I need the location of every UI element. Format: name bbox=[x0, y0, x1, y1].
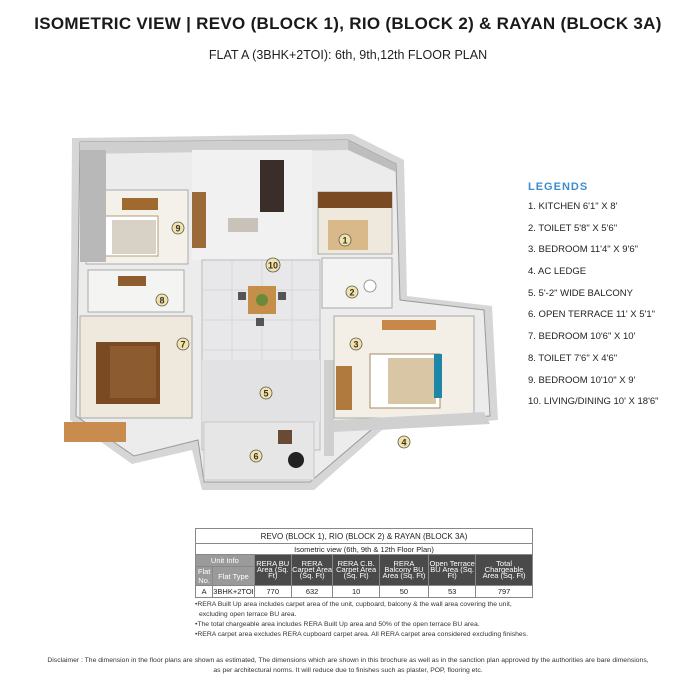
legends-heading: LEGENDS bbox=[528, 181, 589, 193]
vanity-8 bbox=[118, 276, 146, 286]
note-line: •The total chargeable area includes RERA Built Up area and 50% of the open terrace BU area. bbox=[195, 621, 480, 628]
cell-value: 50 bbox=[379, 586, 428, 598]
wardrobe-9 bbox=[122, 198, 158, 210]
cell-value: 632 bbox=[291, 586, 333, 598]
legend-item: 5. 5'-2" WIDE BALCONY bbox=[528, 287, 633, 299]
table-row bbox=[196, 586, 533, 598]
svg-text:7: 7 bbox=[180, 339, 186, 350]
disclaimer-line: as per architectural norms. It will reduce due to finishes such as plaster, POP, flooring etc. bbox=[213, 667, 483, 674]
flat-no-header: Flat No. bbox=[196, 567, 213, 586]
col-header: RERA Balcony BU Area (Sq. Ft) bbox=[379, 555, 428, 586]
legend-item: 4. AC LEDGE bbox=[528, 266, 587, 278]
bed-7-cover bbox=[110, 346, 156, 398]
bed-9-cover bbox=[112, 220, 156, 254]
col-header: RERA Carpet Area (Sq. Ft) bbox=[291, 555, 333, 586]
legends-list bbox=[528, 201, 693, 418]
page-title: ISOMETRIC VIEW | REVO (BLOCK 1), RIO (BLOCK 2) & RAYAN (BLOCK 3A) bbox=[34, 14, 662, 33]
main-door bbox=[260, 160, 284, 212]
kitchen-counter bbox=[318, 192, 392, 208]
cell-value: 770 bbox=[254, 586, 291, 598]
shoe-rack bbox=[192, 192, 206, 248]
chair-3 bbox=[256, 318, 264, 326]
disclaimer-line: Disclaimer : The dimension in the floor plans are shown as estimated, The dimensions which are shown in this brochure as well as in the sanction plan approved by the authorities are bare dimensions, bbox=[47, 657, 649, 664]
svg-text:2: 2 bbox=[349, 287, 355, 298]
svg-text:8: 8 bbox=[159, 295, 165, 306]
unit-info-header: Unit Info bbox=[196, 555, 255, 567]
col-header: RERA BU Area (Sq. Ft) bbox=[254, 555, 291, 586]
cell-value: 53 bbox=[429, 586, 476, 598]
legend-item: 6. OPEN TERRACE 11' X 5'1" bbox=[528, 309, 656, 321]
legend-item: 3. BEDROOM 11'4" X 9'6" bbox=[528, 244, 638, 256]
wardrobe-7 bbox=[64, 422, 126, 442]
entrance-foyer bbox=[192, 150, 312, 260]
marker-10 bbox=[266, 258, 280, 272]
page-subtitle: FLAT A (3BHK+2TOI): 6th, 9th,12th FLOOR PLAN bbox=[208, 48, 488, 62]
legends-panel bbox=[528, 181, 693, 418]
note-line: excluding open terrace BU area. bbox=[199, 611, 297, 618]
svg-text:6: 6 bbox=[253, 451, 259, 462]
marker-3 bbox=[350, 338, 362, 350]
terrace-chair bbox=[278, 430, 292, 444]
chair-1 bbox=[238, 292, 246, 300]
legend-item: 9. BEDROOM 10'10" X 9' bbox=[528, 374, 636, 386]
marker-2 bbox=[346, 286, 358, 298]
left-wall-upper bbox=[80, 150, 106, 262]
chair-2 bbox=[278, 292, 286, 300]
marker-1 bbox=[339, 234, 351, 246]
flat-type-header: Flat Type bbox=[213, 567, 255, 586]
area-table-wrapper bbox=[195, 528, 533, 598]
svg-text:9: 9 bbox=[175, 223, 181, 234]
legend-item: 10. LIVING/DINING 10' X 18'6" bbox=[528, 396, 659, 408]
marker-5 bbox=[260, 387, 272, 399]
terrace-table bbox=[288, 452, 304, 468]
room-toilet-2 bbox=[322, 258, 392, 308]
cell-flat-type: 3BHK+2TOI bbox=[213, 587, 254, 596]
isometric-floor-plan bbox=[52, 120, 512, 510]
table-subcaption: Isometric view (6th, 9th & 12th Floor Plan) bbox=[196, 544, 533, 555]
area-notes bbox=[195, 600, 575, 640]
col-header: Total Chargeable Area (Sq. Ft) bbox=[476, 555, 533, 586]
svg-text:5: 5 bbox=[263, 388, 269, 399]
cell-value: 797 bbox=[476, 586, 533, 598]
marker-9 bbox=[172, 222, 184, 234]
marker-8 bbox=[156, 294, 168, 306]
table-caption: REVO (BLOCK 1), RIO (BLOCK 2) & RAYAN (BLOCK 3A) bbox=[196, 529, 533, 544]
note-line: •RERA carpet area excludes RERA cupboard carpet area. All RERA carpet area considered excluding finishes. bbox=[195, 631, 528, 638]
disclaimer bbox=[0, 656, 696, 676]
wardrobe-3 bbox=[336, 366, 352, 410]
wc-2 bbox=[364, 280, 376, 292]
marker-4 bbox=[398, 436, 410, 448]
bed-3-cover bbox=[388, 358, 436, 404]
svg-text:1: 1 bbox=[342, 235, 348, 246]
note-line: •RERA Built Up area includes carpet area of the unit, cupboard, balcony & the wall area covering the unit, bbox=[195, 601, 512, 608]
legend-item: 7. BEDROOM 10'6" X 10' bbox=[528, 331, 636, 343]
tv-unit-3 bbox=[382, 320, 436, 330]
area-table bbox=[195, 528, 533, 598]
svg-text:4: 4 bbox=[401, 437, 407, 448]
terrace-railing bbox=[324, 360, 334, 456]
marker-6 bbox=[250, 450, 262, 462]
legend-item: 8. TOILET 7'6" X 4'6" bbox=[528, 352, 618, 364]
svg-text:3: 3 bbox=[353, 339, 359, 350]
cell-value: 10 bbox=[333, 586, 379, 598]
dining-centerpiece bbox=[256, 294, 268, 306]
marker-7 bbox=[177, 338, 189, 350]
col-header: RERA C.B. Carpet Area (Sq. Ft) bbox=[333, 555, 379, 586]
study-desk bbox=[228, 218, 258, 232]
col-header: Open Terrace BU Area (Sq. Ft) bbox=[429, 555, 476, 586]
svg-text:10: 10 bbox=[267, 260, 279, 271]
cell-flat-no: A bbox=[196, 586, 213, 598]
bed-3-accent bbox=[434, 354, 442, 398]
legend-item: 2. TOILET 5'8" X 5'6" bbox=[528, 222, 618, 234]
legend-item: 1. KITCHEN 6'1" X 8' bbox=[528, 201, 618, 212]
